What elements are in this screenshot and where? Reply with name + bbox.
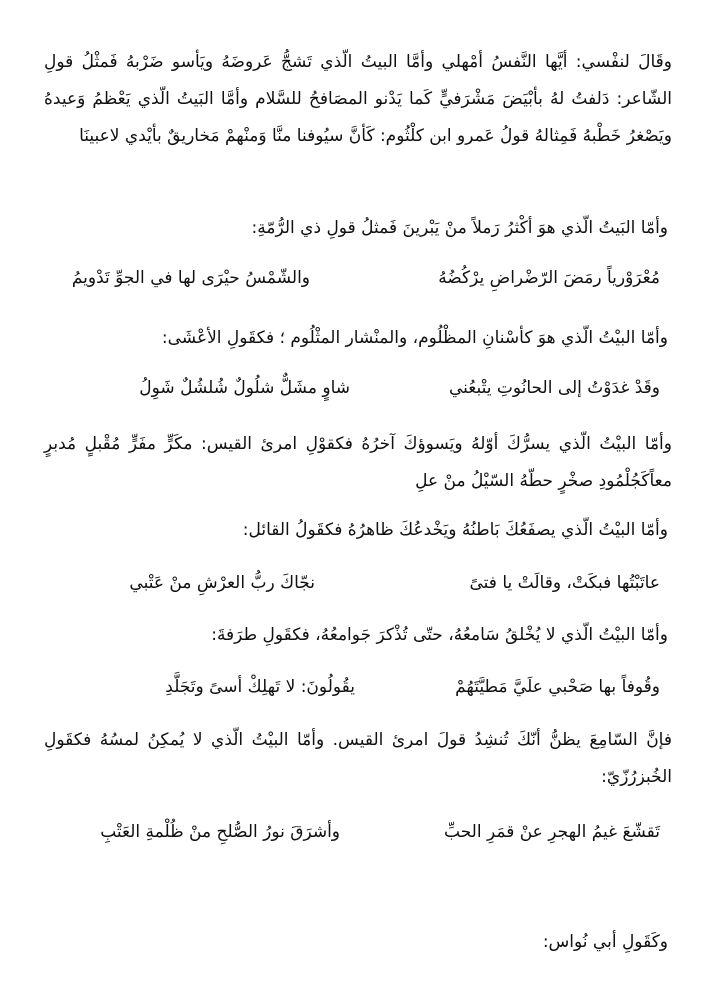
- verse-5: [60, 817, 660, 847]
- verse-1-first-hemistich: مُعْرَوْرياً رمَضَ الرّضْراضِ يرْكُضُهُ: [438, 268, 660, 288]
- verse-5-first-hemistich: تَقشّعَ غيمُ الهجرِ عنْ قمَرِ الحبِّ: [444, 822, 660, 842]
- paragraph-abu-nuwas: وكَقَولِ أبي نُواس:: [542, 932, 668, 952]
- verse-3-first-hemistich: عاتَبْتُها فبكَتْ، وقالَتْ يا فتىً: [469, 573, 660, 593]
- paragraph-dhu-rumma: وأمّا البَيتُ الّذي هوَ أكْثرُ رَملاً منْ يَبْرينَ فَمثلُ قولِ ذي الرُّمّةِ:: [251, 218, 668, 238]
- paragraph-imru-qays: وأمّا البيْتُ الّذي يسرُّكَ أوّلهُ ويَسوؤكَ آخرُهُ فكقوْلِ امرئ القيس: مكَرٍّ مفَرٍّ مُقْبلٍ مُدبرٍ معاًكَجُلْمُودِ صخْرٍ حطّهُ السّيْلُ منْ علِ: [44, 434, 672, 491]
- verse-4-first-hemistich: وقُوفاً بها صَحْبي علَيَّ مَطيَّتَهُمْ: [455, 677, 660, 697]
- verse-1-second-hemistich: والشّمْسُ حيْرَى لها في الجوِّ تَدْويمُ: [71, 268, 310, 288]
- verse-5-second-hemistich: وأشرَقَ نورُ الصُّلحِ منْ ظُلْمةِ العَتْبِ: [100, 822, 340, 842]
- verse-4-second-hemistich: يقُولُونَ: لا تَهلِكْ أسىً وتَجَلَّدِ: [165, 677, 355, 697]
- verse-3-second-hemistich: نجّاكَ ربُّ العرْشِ منْ عَتْبي: [129, 573, 315, 593]
- paragraph-qail: وأمّا البيْتُ الّذي يصفَعُكَ بَاطنُهُ ويَخْدعُكَ ظاهرُهُ فكقَولُ القائل:: [242, 520, 668, 540]
- verse-1: [60, 263, 660, 293]
- verse-4: [60, 672, 660, 702]
- paragraph-intro: وقَالَ لنفْسي: أيَّها النَّفسُ أمْهلي وأمَّا البيتُ الّذي تَشجُّ عَروضَهُ ويَأسو ضَرْبهُ فَمثْلُ قولِ الشّاعر: دَلفتُ لهُ بأبْيَضَ مَشْرَفيٍّ كَما يَدْنو المصَافحُ للسَّلام وأمَّا البَيتُ الّذي يَعْظمُ وَعيدهُ ويَصْغرُ خَطْبهُ فَمِثالهُ قولُ عَمرو ابن كلْثُوم: كَأنَّ سيُوفنا منَّا وَمنْهمْ مَخاريقٌ بأيْدي لاعبينَا: [44, 52, 672, 146]
- verse-2: [60, 373, 660, 403]
- paragraph-asha: وأمّا البيْتُ الّذي هوَ كأسْنانِ المظْلُوم، والمنْشار المثْلُوم ؛ فكقَولِ الأعْشَى:: [161, 328, 668, 348]
- verse-2-first-hemistich: وقَدْ غدَوْتُ إلى الحانُوتِ يتْبعُني: [448, 378, 660, 398]
- verse-3: [60, 568, 660, 598]
- paragraph-tarafa: وأمّا البيْتُ الّذي لا يُخْلقُ سَامعُهُ، حتّى تُذْكرَ جَوامعُهُ، فكقَولِ طرَفةَ:: [211, 625, 668, 645]
- verse-2-second-hemistich: شاوٍ مشَلٌّ شلُولٌ شُلشُلٌ شَوِلُ: [139, 378, 350, 398]
- paragraph-khubzaruzzi: فإنَّ السّامِعَ يظنُّ أنّكَ تُنشِدُ قولَ امرئ القيس. وأمّا البيْتُ الّذي لا يُمكِنُ لمسُهُ فكقَولِ الخُبزرُزّيّ:: [44, 730, 672, 787]
